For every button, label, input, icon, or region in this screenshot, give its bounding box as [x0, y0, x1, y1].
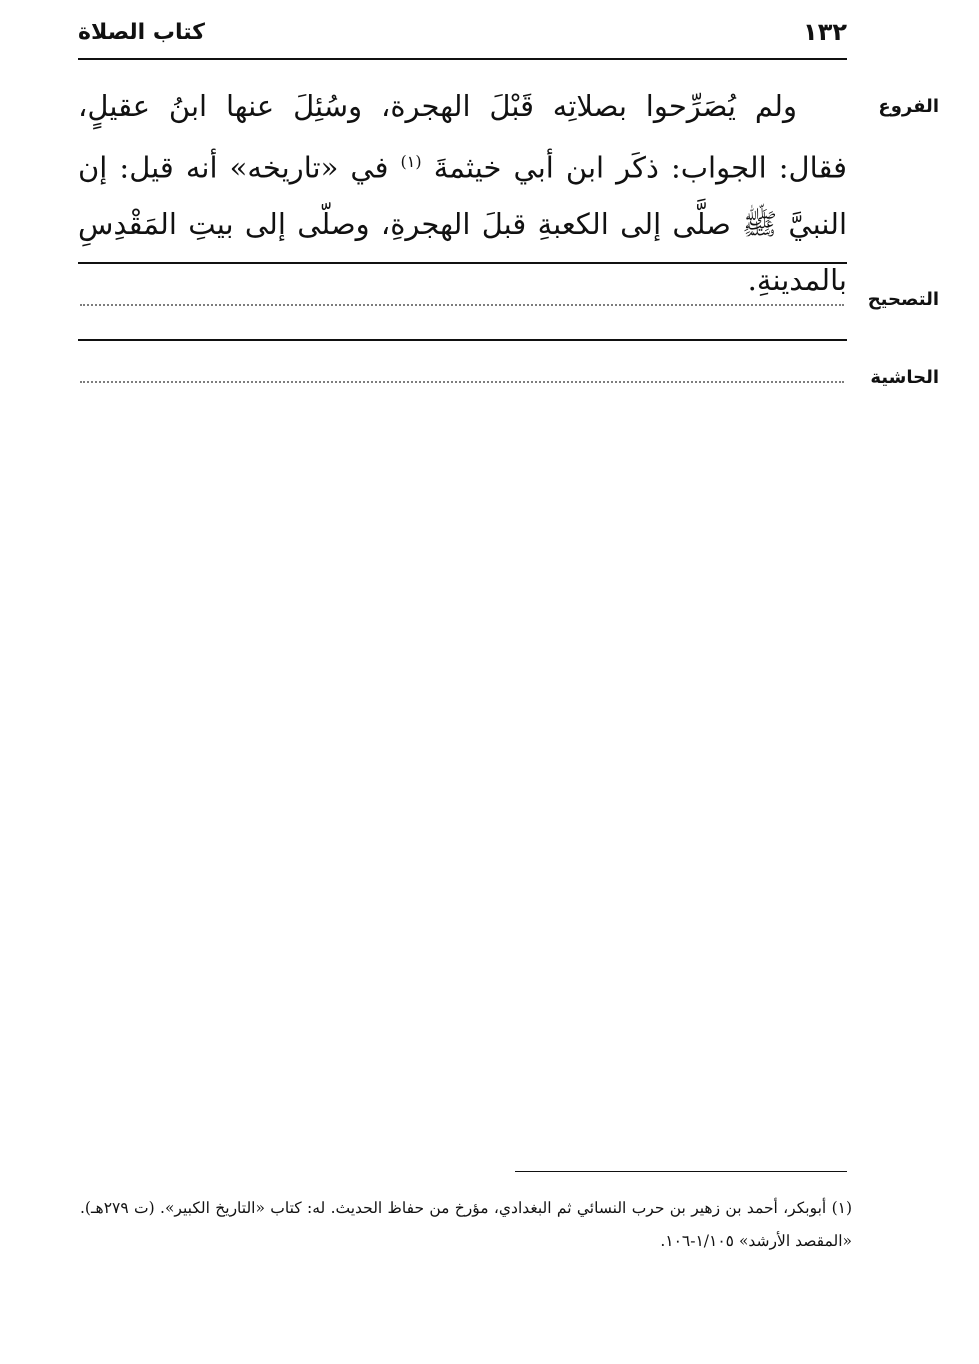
footnote-rule	[515, 1171, 847, 1172]
footnote	[80, 1192, 852, 1258]
page-number: ١٣٢	[803, 18, 847, 46]
tashih-label: التصحيح	[867, 289, 939, 310]
section-rule-middle	[78, 339, 847, 341]
tashih-dotted-line	[80, 304, 844, 306]
furu-label: الفروع	[878, 96, 939, 117]
main-text	[78, 78, 847, 308]
main-sentence-1: ولم يُصَرِّحوا بصلاتِه قَبْلَ الهجرة، وسُئِلَ عنها ابنُ عقيلٍ، فقال: الجواب: ذكَر ابن أبي خيثمةَ	[78, 89, 847, 185]
footnote-text-2: (ت ٢٧٩هـ). «المقصد الأرشد» ١/١٠٥-١٠٦.	[80, 1199, 852, 1250]
header-rule	[78, 58, 847, 60]
running-title: كتاب الصلاة	[78, 20, 205, 45]
hashiya-dotted-line	[80, 381, 844, 383]
main-sentence-2: في «تاريخه» أنه قيل: إن النبيَّ ﷺ صلَّى إلى الكعبةِ قبلَ الهجرةِ، وصلّى إلى بيتِ المَقْدِسِ بالمدينةِ.	[78, 150, 847, 297]
section-rule-top	[78, 262, 847, 264]
footnote-ref: (١)	[400, 152, 422, 171]
footnote-text-1: (١) أبوبكر، أحمد بن زهير بن حرب النسائي ثم البغدادي، مؤرخ من حفاظ الحديث. له: كتاب «التاريخ الكبير».	[160, 1199, 853, 1217]
hashiya-label: الحاشية	[870, 367, 939, 388]
